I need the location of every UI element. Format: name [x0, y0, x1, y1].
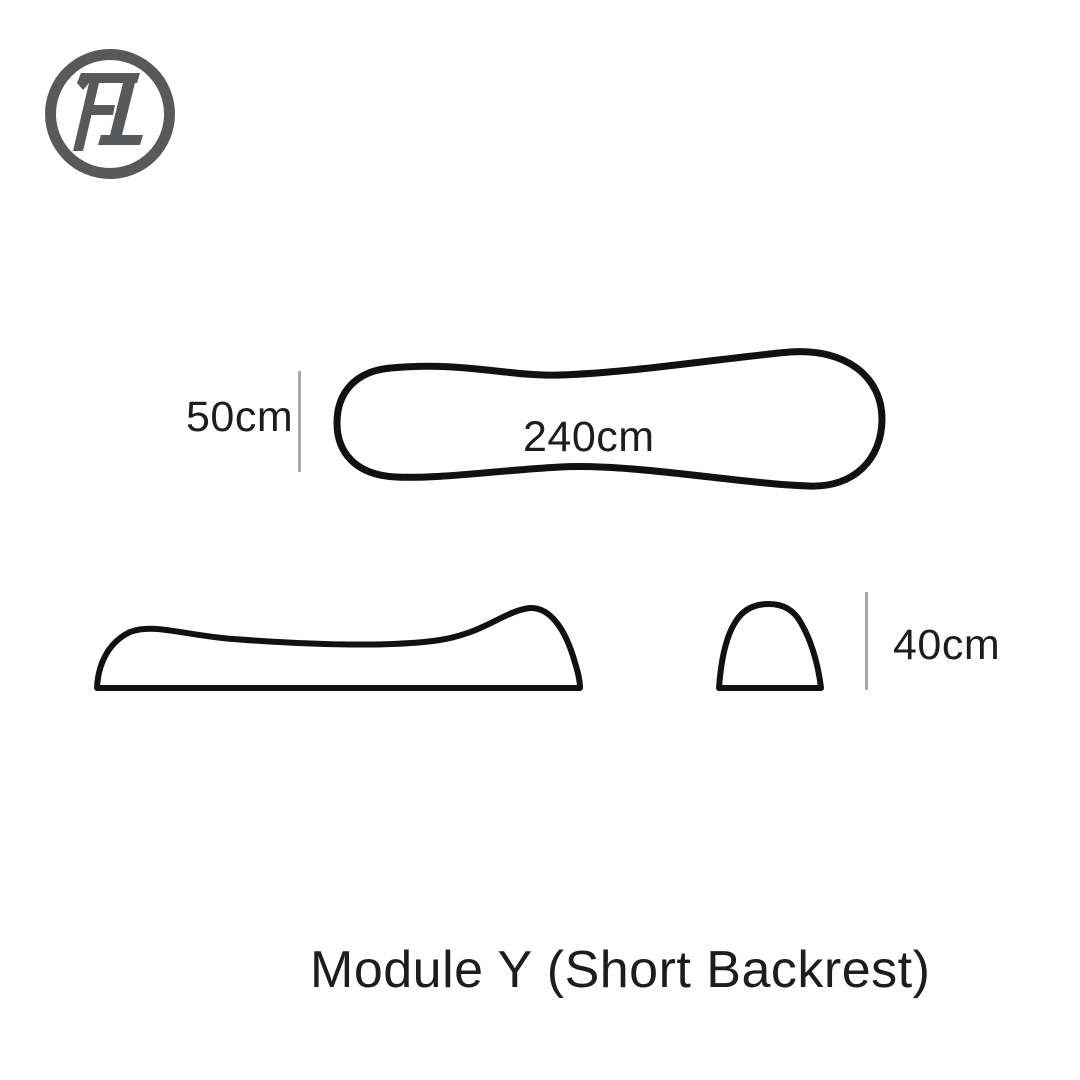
backrest-end-view — [716, 600, 826, 692]
module-title: Module Y (Short Backrest) — [310, 941, 931, 999]
length-label: 240cm — [523, 413, 655, 461]
height-guide-line — [865, 592, 868, 690]
seat-side-profile-outline — [93, 601, 587, 694]
brand-logo — [43, 47, 177, 181]
backrest-end-view-outline — [716, 600, 826, 692]
width-label: 50cm — [186, 393, 294, 441]
height-label: 40cm — [893, 621, 1001, 669]
seat-side-profile — [93, 601, 587, 694]
width-guide-line — [298, 371, 301, 472]
brand-monogram-icon — [43, 47, 177, 181]
